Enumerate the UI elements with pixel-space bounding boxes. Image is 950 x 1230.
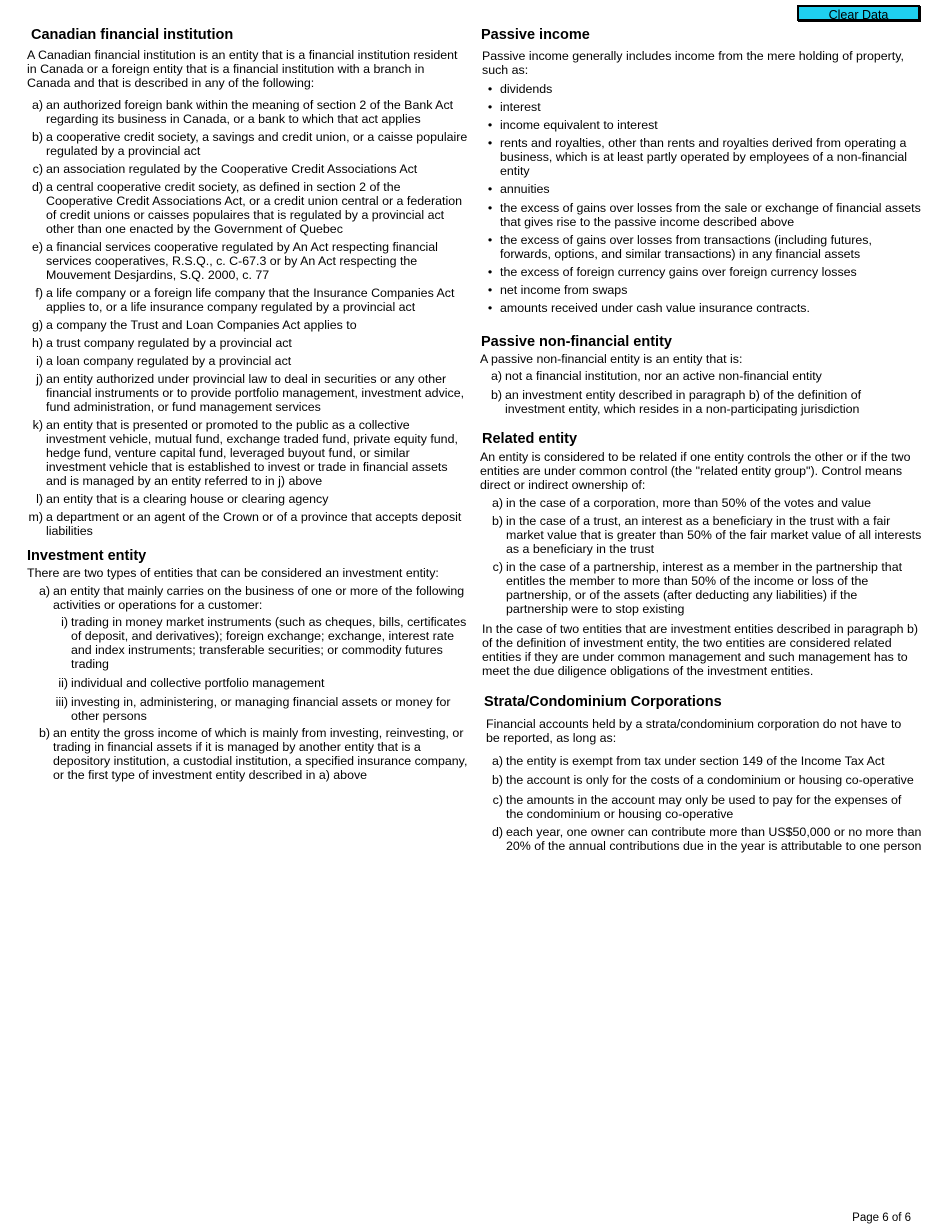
related-entity-closing: In the case of two entities that are investment entities described in paragraph b) of the definition of investment entity, the two entities are considered related entities if they are under common management and such management has to meet the due diligence obligations of the investment entities. — [482, 622, 918, 678]
list-item: f) a life company or a foreign life company that the Insurance Companies Act applies to, or a life insurance company regulated by a provincial act — [35, 286, 455, 314]
strata-list — [480, 754, 922, 853]
list-item: • rents and royalties, other than rents and royalties derived from operating a business, which is at least partly operated by employees of a non-financial entity — [480, 136, 922, 178]
right-column — [480, 26, 922, 853]
list-item: a) not a financial institution, nor an active non-financial entity — [490, 369, 822, 383]
canadian-fi-heading: Canadian financial institution — [31, 27, 234, 43]
list-item: m) a department or an agent of the Crown or of a province that accepts deposit liabilities — [28, 510, 462, 538]
list-item: a) an authorized foreign bank within the meaning of section 2 of the Bank Act regarding its business in Canada, or a bank to which that act applies — [31, 98, 454, 126]
bullet-icon: • — [487, 233, 493, 247]
list-item: b) an investment entity described in paragraph b) of the definition of investment entity, which resides in a non-participating jurisdiction — [490, 388, 862, 416]
bullet-icon: • — [487, 82, 493, 96]
bullet-icon: • — [487, 301, 493, 315]
list-item: iii) investing in, administering, or managing financial assets or money for other persons — [55, 695, 451, 723]
strata-intro: Financial accounts held by a strata/condominium corporation do not have to be reported, as long as: — [486, 717, 902, 745]
list-item: b) the account is only for the costs of a condominium or housing co-operative — [491, 773, 914, 787]
list-item: • the excess of gains over losses from transactions (including futures, forwards, options, and similar transactions) in any financial assets — [480, 233, 922, 261]
list-item: g) a company the Trust and Loan Companies Act applies to — [31, 318, 357, 332]
list-item: c) the amounts in the account may only be used to pay for the expenses of the condominium or housing co-operative — [492, 793, 902, 821]
passive-income-list — [480, 82, 922, 315]
passive-income-heading: Passive income — [481, 27, 590, 43]
list-item: c) in the case of a partnership, interest as a member in the partnership that entitles the member to more than 50% of the income or loss of the partnership, or of the assets (after deducting any liabilities) if the partnership were to stop existing — [492, 560, 903, 616]
bullet-icon: • — [487, 182, 493, 196]
canadian-fi-intro: A Canadian financial institution is an entity that is a financial institution resident in Canada or a foreign entity that is a financial institution with a branch in Canada and that is described in any of the following: — [27, 48, 458, 90]
list-item: d) each year, one owner can contribute more than US$50,000 or no more than 20% of the annual contributions due in the year is attributable to one person — [491, 825, 922, 853]
list-item: b) an entity the gross income of which is mainly from investing, reinvesting, or trading in financial assets if it is managed by another entity that is a depository institution, a custodial institution, a specified insurance company, or the first type of investment entity described in a) above — [38, 726, 468, 782]
list-item: • amounts received under cash value insurance contracts. — [480, 301, 922, 315]
bullet-icon: • — [487, 283, 493, 297]
bullet-icon: • — [487, 100, 493, 114]
bullet-icon: • — [487, 201, 493, 215]
list-item: b) a cooperative credit society, a savings and credit union, or a caisse populaire regulated by a provincial act — [31, 130, 468, 158]
list-item: • dividends — [480, 82, 922, 96]
bullet-icon: • — [487, 136, 493, 150]
passive-income-intro: Passive income generally includes income from the mere holding of property, such as: — [482, 49, 904, 77]
list-item: c) an association regulated by the Cooperative Credit Associations Act — [32, 162, 418, 176]
list-item: • net income from swaps — [480, 283, 922, 297]
left-column — [27, 26, 470, 782]
list-item: • annuities — [480, 182, 922, 196]
list-item: i) a loan company regulated by a provincial act — [36, 354, 292, 368]
canadian-fi-list — [27, 98, 470, 538]
list-item: h) a trust company regulated by a provincial act — [31, 336, 292, 350]
passive-nfe-intro: A passive non-financial entity is an entity that is: — [480, 352, 743, 366]
list-item: b) in the case of a trust, an interest as a beneficiary in the trust with a fair market value that is greater than 50% of the fair market value of all interests as a beneficiary in the trust — [491, 514, 922, 556]
list-item: • interest — [480, 100, 922, 114]
list-item: ii) individual and collective portfolio management — [58, 676, 325, 690]
list-item: l) an entity that is a clearing house or clearing agency — [36, 492, 329, 506]
list-item: e) a financial services cooperative regulated by An Act respecting financial services cooperatives, R.S.Q., c. C-67.3 or by An Act respecting the Mouvement Desjardins, S.Q. 2000, c. 77 — [31, 240, 438, 282]
list-item: a) in the case of a corporation, more than 50% of the votes and value — [491, 496, 872, 510]
passive-nfe-list — [480, 369, 922, 416]
list-item: j) an entity authorized under provincial law to deal in securities or any other financial instruments or to provide portfolio management, investment advice, fund administration, or fund management services — [36, 372, 465, 414]
list-item: a) an entity that mainly carries on the business of one or more of the following activities or operations for a customer: — [38, 584, 465, 612]
list-item: a) the entity is exempt from tax under section 149 of the Income Tax Act — [491, 754, 885, 768]
list-item: • income equivalent to interest — [480, 118, 922, 132]
investment-entity-list — [27, 584, 470, 782]
bullet-icon: • — [487, 118, 493, 132]
related-entity-intro: An entity is considered to be related if one entity controls the other or if the two entities are under common control (the "related entity group"). Control means direct or indirect ownership of: — [480, 450, 911, 492]
clear-data-button[interactable]: Clear Data — [797, 5, 920, 21]
related-entity-list — [480, 496, 922, 616]
investment-entity-heading: Investment entity — [27, 548, 147, 564]
passive-nfe-heading: Passive non-financial entity — [481, 334, 672, 350]
page-number: Page 6 of 6 — [852, 1212, 911, 1224]
list-item: • the excess of foreign currency gains over foreign currency losses — [480, 265, 922, 279]
related-entity-heading: Related entity — [482, 431, 578, 447]
list-item: d) a central cooperative credit society, as defined in section 2 of the Cooperative Credit Associations Act, or a credit union central or a federation of credit unions or caisses populaires that is regulated by a provincial act other than one enacted by the Government of Quebec — [31, 180, 462, 236]
strata-heading: Strata/Condominium Corporations — [484, 694, 722, 710]
bullet-icon: • — [487, 265, 493, 279]
list-item: k) an entity that is presented or promoted to the public as a collective investment vehicle, mutual fund, exchange traded fund, private equity fund, hedge fund, venture capital fund, leveraged buyout fund, or similar investment vehicle that is established to invest or trade in financial assets and is managed by an entity referred to in j) above — [32, 418, 458, 488]
investment-subitems — [27, 615, 470, 723]
list-item: • the excess of gains over losses from the sale or exchange of financial assets that gives rise to the passive income described above — [480, 201, 922, 229]
investment-entity-intro: There are two types of entities that can be considered an investment entity: — [27, 566, 439, 580]
list-item: i) trading in money market instruments (such as cheques, bills, certificates of deposit, and derivatives); foreign exchange; exchange, interest rate and index instruments; transferable securities; or commodity futures trading — [61, 615, 467, 671]
